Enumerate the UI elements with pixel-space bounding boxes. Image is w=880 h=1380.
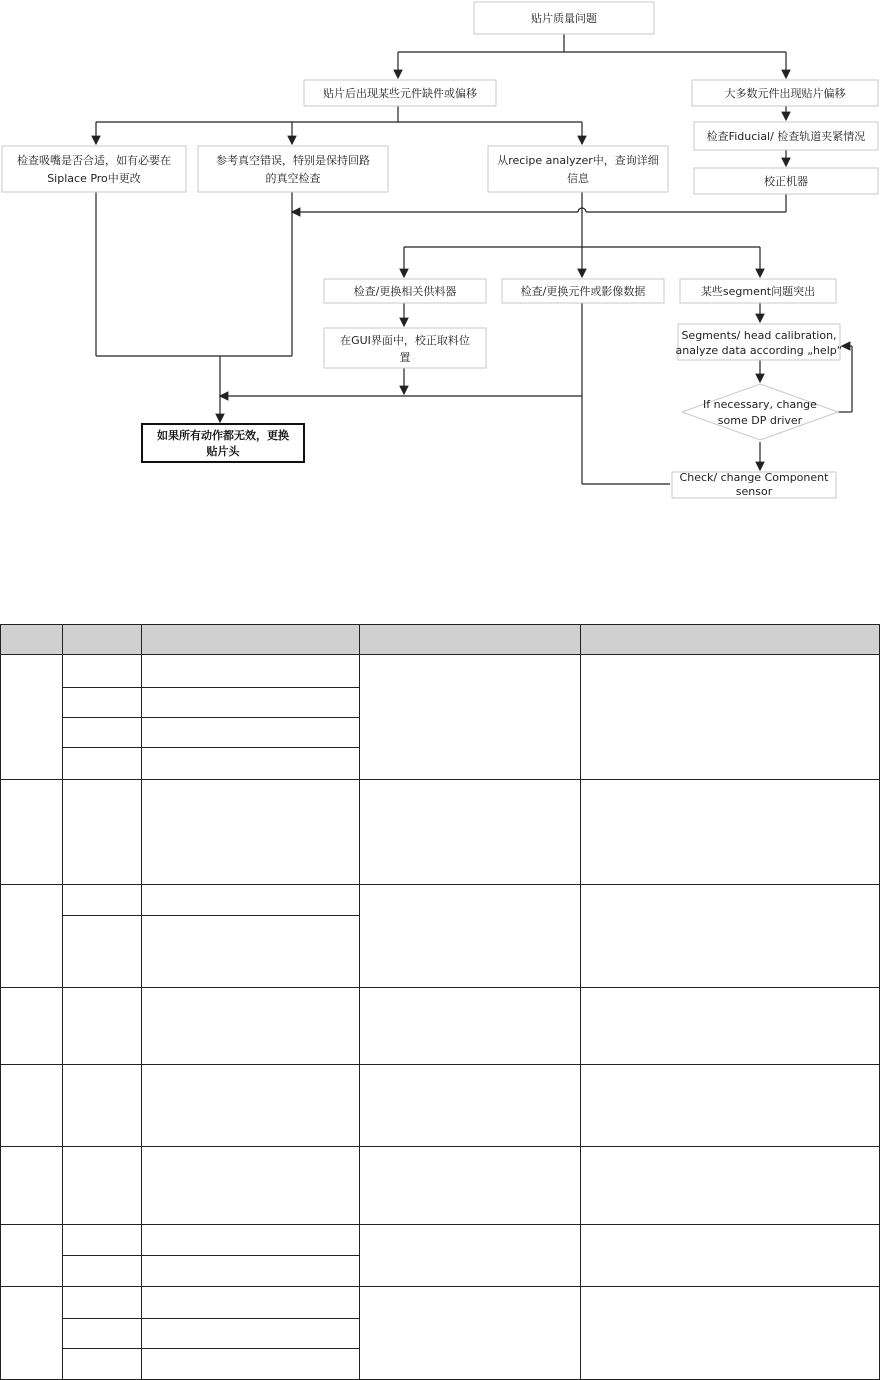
- node-check-component-vision: [502, 279, 664, 303]
- node-segment-problem: [680, 279, 836, 303]
- node-check-nozzle: [2, 146, 186, 192]
- row-divider: [62, 1255, 359, 1256]
- node-recipe-analyzer: [488, 146, 668, 192]
- node-check-feeder-label: 检查/更换相关供料器: [353, 285, 457, 298]
- node-some-components-missing-label: 贴片后出现某些元件缺件或偏移: [323, 87, 477, 100]
- row-divider: [62, 747, 359, 748]
- node-replace-head-line-1: 如果所有动作都无效，更换: [157, 429, 289, 442]
- node-segments-calibration-line-2: analyze data according „help“: [675, 344, 843, 357]
- node-check-feeder: [324, 279, 486, 303]
- node-check-sensor: [672, 471, 836, 498]
- node-root-label: 贴片质量问题: [531, 12, 597, 25]
- group-divider: [0, 884, 880, 885]
- node-if-necessary-line-1: If necessary, change: [703, 398, 817, 411]
- node-check-vacuum: [198, 146, 388, 192]
- table-col-divider-3: [359, 624, 360, 1380]
- node-segments-calibration: [676, 324, 843, 360]
- node-if-necessary-line-2: some DP driver: [717, 414, 803, 427]
- node-check-nozzle-line-2: Siplace Pro中更改: [47, 172, 141, 185]
- group-divider: [0, 1064, 880, 1065]
- row-divider: [62, 1348, 359, 1349]
- node-segments-calibration-line-1: Segments/ head calibration,: [681, 329, 837, 342]
- row-divider: [62, 915, 359, 916]
- table-top-border: [0, 624, 880, 625]
- empty-table: [0, 624, 880, 1380]
- group-divider: [0, 1286, 880, 1287]
- node-some-components-missing: [304, 80, 496, 106]
- node-recipe-analyzer-line-2: 信息: [567, 172, 589, 185]
- group-divider: [0, 1146, 880, 1147]
- table-border-left: [0, 624, 1, 1380]
- node-replace-head-line-2: 贴片头: [206, 445, 240, 458]
- node-gui-pick-position: [324, 328, 486, 368]
- node-root: [474, 2, 654, 34]
- node-calibrate-machine-label: 校正机器: [764, 175, 808, 188]
- row-divider: [62, 1318, 359, 1319]
- node-check-vacuum-line-2: 的真空检查: [265, 172, 321, 185]
- row-divider: [62, 687, 359, 688]
- node-check-sensor-line-2: sensor: [735, 485, 773, 498]
- group-divider: [0, 779, 880, 780]
- node-segment-problem-label: 某些segment问题突出: [700, 285, 816, 298]
- node-check-fiducial-label: 检查Fiducial/ 检查轨道夹紧情况: [706, 130, 866, 143]
- group-divider: [0, 987, 880, 988]
- table-header-border: [0, 654, 880, 655]
- node-calibrate-machine: [694, 168, 878, 194]
- node-gui-pick-position-line-2: 置: [399, 351, 411, 364]
- table-col-divider-4: [580, 624, 581, 1380]
- node-gui-pick-position-line-1: 在GUI界面中，校正取料位: [340, 334, 470, 347]
- node-check-fiducial: [694, 122, 878, 150]
- node-check-sensor-line-1: Check/ change Component: [679, 471, 829, 484]
- node-if-necessary-decision: [682, 384, 838, 440]
- table-col-divider-1: [62, 624, 63, 1380]
- node-check-nozzle-line-1: 检查吸嘴是否合适，如有必要在: [17, 154, 171, 167]
- node-most-components-offset-label: 大多数元件出现贴片偏移: [724, 87, 846, 100]
- node-check-vacuum-line-1: 参考真空错误，特别是保持回路: [216, 154, 370, 167]
- row-divider: [62, 717, 359, 718]
- node-most-components-offset: [692, 80, 878, 106]
- table-col-divider-2: [141, 624, 142, 1380]
- node-recipe-analyzer-line-1: 从recipe analyzer中，查询详细: [497, 154, 659, 167]
- table-header-row: [0, 624, 880, 654]
- node-replace-head: [142, 424, 304, 462]
- troubleshooting-flowchart: [0, 0, 880, 600]
- group-divider: [0, 1224, 880, 1225]
- node-check-component-vision-label: 检查/更换元件或影像数据: [520, 285, 646, 298]
